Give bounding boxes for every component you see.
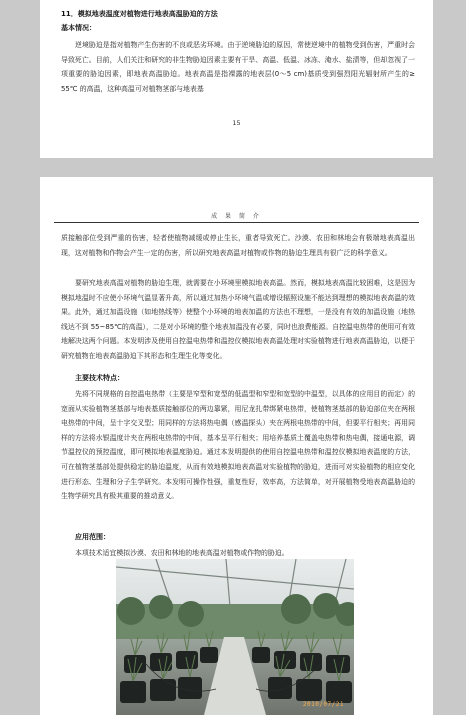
intro-paragraph: 逆境胁迫是指对植物产生伤害的不良或恶劣环境。由于逆境胁迫的原因，常使逆境中的植物受到伤害，严重时会导致死亡。目前，人们关注和研究的非生物胁迫因素主要有干旱、高温、低温、冰冻、淹水、盐渍等，但却忽视了一项重要的胁迫因素，即地表高温胁迫。地表高温是指裸露的地表层(0～5 cm)基质受到强烈阳光辐射所产生的≥ 55℃ 的高温，这种高温可对植物茎部与地表基 bbox=[61, 41, 415, 93]
running-header-title: 成 果 简 介 bbox=[211, 213, 262, 220]
document-page-15 bbox=[40, 0, 433, 158]
method-paragraph: 要研究地表高温对植物的胁迫生理，就需要在小环境里模拟地表高温。然而，模拟地表高温比较困难，这是因为模拟地温时不应使小环境气温显著升高，所以通过加热小环境气温或增设辐照设施不能达到理想的模拟地表高温的效果。此外，通过加温设施（如地热线等）使整个小环境的地表加温的方法也不理想，一是没有有效的加温设施（地热线达不到 55~85℃的高温），二是对小环境的整个地表加温没有必要，同时也浪费能源。自控温电热带的使用可有效地解决这两个问题。本发明涉及使用自控温电热带和温控仪模拟地表高温处理对实验植物进行地表高温胁迫，以便于研究植物在地表高温胁迫下其形态和生理生化等变化。 bbox=[61, 279, 415, 360]
section-heading: 11．模拟地表温度对植物进行地表高温胁迫的方法 bbox=[61, 10, 218, 18]
page-number: 15 bbox=[232, 119, 241, 127]
header-rule bbox=[54, 222, 419, 223]
scope-paragraph: 本项技术适宜模拟沙漠、农田和林地的地表高温对植物或作物的胁迫。 bbox=[75, 549, 289, 557]
greenhouse-experiment-photo bbox=[116, 559, 354, 715]
photo-timestamp: 2010/07/21 bbox=[302, 701, 344, 708]
document-page-16 bbox=[40, 177, 433, 715]
basic-situation-label: 基本情况： bbox=[61, 24, 96, 32]
application-scope-label: 应用范围： bbox=[75, 533, 110, 541]
tech-features-label: 主要技术特点： bbox=[75, 374, 124, 382]
features-paragraph: 先将不同规格的自控温电热带（主要是窄型和宽型的低温型和窄型和宽型的中温型，以具体的应用目的而定）的宽面从实验植物茎基部与地表基质接触部位的两边靠紧，用尼龙扎带绑紧电热带，使植物茎基部的胁迫部位夹在两根电热带的中间，呈十字交叉型；用同样的方法将热电偶（感温探头）夹在两根电热带的中间，但要平行相夹；再用同样的方法将水银温度计夹在两根电热带的中间，基本呈平行相夹；用培养基质土覆盖电热带和热电偶，接通电源，调节温控仪的预控温度，即可模拟地表温度胁迫。通过本发明提供的使用自控温电热带和温控仪模拟地表温度的方法，可在植物茎基部处提供稳定的胁迫温度，从而有效地模拟地表高温对实验植物的胁迫，进而可对实验植物的相应变化进行形态、生理和分子生学研究。本发明可操作性强，重复性好，效率高，方法简单，对开展植物受地表高温胁迫的生物学研究具有极其重要的推动意义。 bbox=[61, 390, 415, 501]
continued-paragraph: 质接触部位受到严重的伤害，轻者使植物减缓或停止生长，重者导致死亡。沙漠、农田和林地会有极端地表高温出现，这对植物和作物会产生一定的伤害，所以研究地表高温对植物或作物的胁迫生理具有很广泛的科学意义。 bbox=[61, 234, 415, 257]
